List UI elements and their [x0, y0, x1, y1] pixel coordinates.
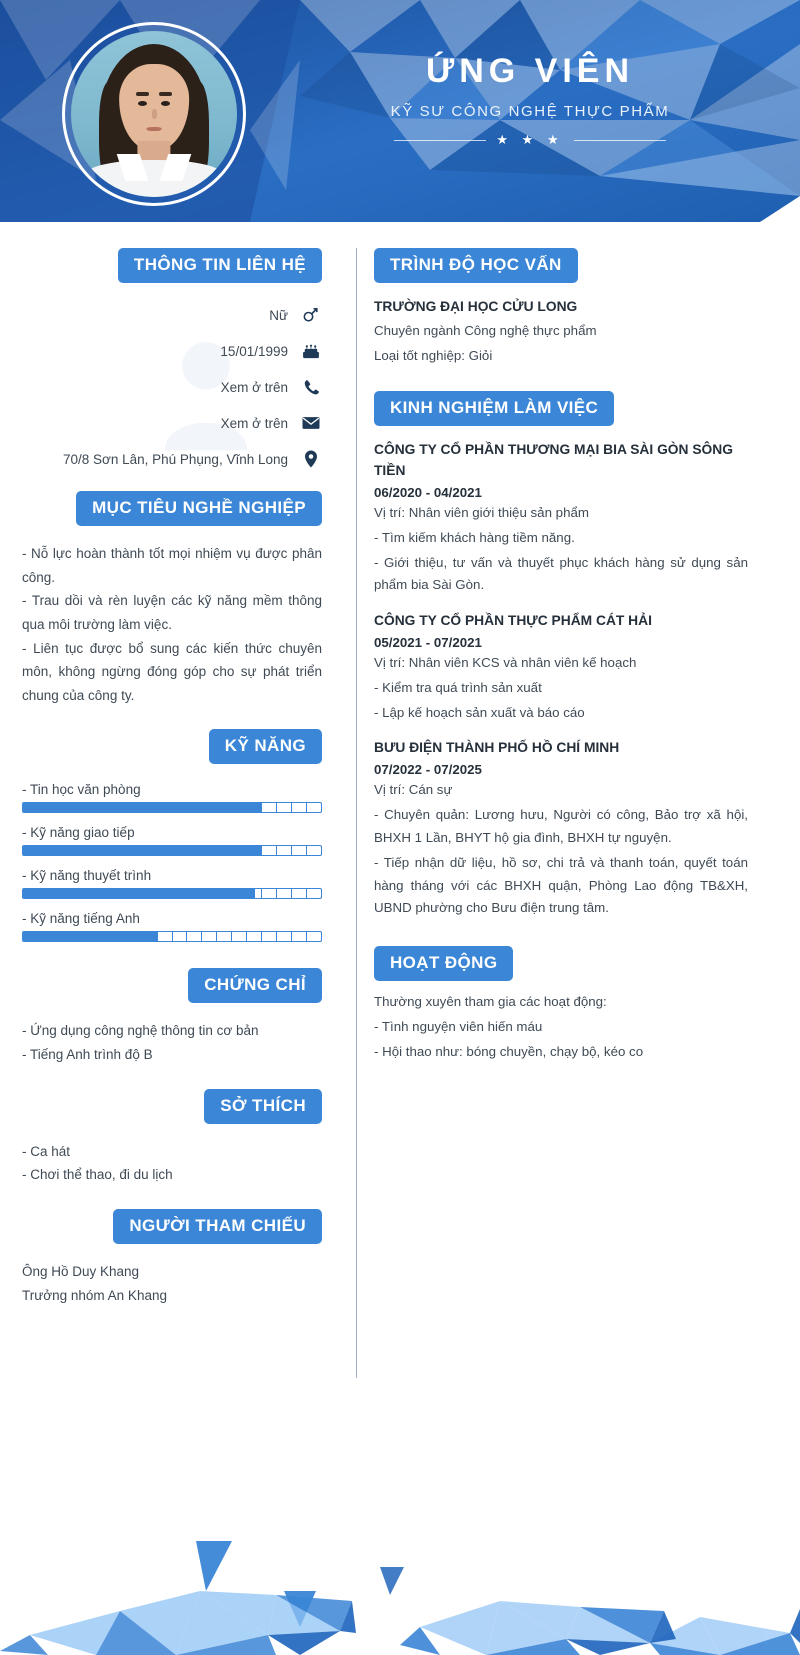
- skill-bar: [22, 845, 322, 856]
- experience-line: Vị trí: Cán sự: [374, 782, 453, 798]
- contact-heading-row: [0, 248, 344, 283]
- reference-text: [0, 1260, 344, 1307]
- column-divider: [356, 248, 357, 1378]
- skill-list: [0, 764, 344, 942]
- birthday-cake-icon: [300, 340, 322, 362]
- right-column: [374, 248, 774, 1066]
- divider-line-left: [394, 140, 486, 141]
- certificate-line: - Ứng dụng công nghệ thông tin cơ bản: [22, 1023, 259, 1039]
- contact-rows: [0, 283, 344, 477]
- contact-row: [22, 405, 322, 441]
- skill-bar-ticks: [23, 803, 321, 812]
- star-divider: [300, 132, 760, 148]
- skill-item: [22, 868, 322, 899]
- hobbies-heading-row: [0, 1089, 344, 1124]
- page-title: ỨNG VIÊN: [425, 52, 634, 90]
- contact-value-phone: Xem ở trên: [220, 379, 288, 395]
- avatar: [62, 22, 246, 206]
- skill-item: [22, 782, 322, 813]
- skill-bar: [22, 802, 322, 813]
- reference-heading-row: [0, 1209, 344, 1244]
- skill-label: - Tin học văn phòng: [22, 782, 141, 798]
- phone-icon: [300, 376, 322, 398]
- experience-company: BƯU ĐIỆN THÀNH PHỐ HỒ CHÍ MINH: [374, 740, 620, 756]
- experience-item: [374, 738, 748, 920]
- experience-line: - Kiểm tra quá trình sản xuất: [374, 679, 542, 695]
- experience-period: 05/2021 - 07/2021: [374, 634, 482, 650]
- education-line: Loại tốt nghiệp: Giỏi: [374, 347, 493, 363]
- experience-line: Vị trí: Nhân viên giới thiệu sản phẩm: [374, 504, 589, 520]
- objective-text: [0, 542, 344, 707]
- certificates-text: [0, 1019, 344, 1066]
- experience-heading-row: [374, 391, 774, 426]
- certificate-line: - Tiếng Anh trình độ B: [22, 1047, 153, 1062]
- experience-company: CÔNG TY CỔ PHẦN THƯƠNG MẠI BIA SÀI GÒN SÔNG TIỀN: [374, 442, 733, 479]
- skill-bar-ticks: [23, 932, 321, 941]
- education-body: [374, 297, 774, 367]
- activities-heading-row: [374, 946, 774, 981]
- section-heading-skills: KỸ NĂNG: [209, 729, 322, 764]
- education-heading-row: [374, 248, 774, 283]
- section-heading-activities: HOẠT ĐỘNG: [374, 946, 513, 981]
- gender-icon: [300, 304, 322, 326]
- skill-item: [22, 911, 322, 942]
- experience-line: - Chuyên quản: Lương hưu, Người có công, Bảo trợ xã hội, BHXH 1 Lần, BHYT hộ gia đình, BHXH tự nguyện.: [374, 807, 748, 845]
- section-hobbies: [0, 1089, 344, 1187]
- page-subtitle: KỸ SƯ CÔNG NGHỆ THỰC PHẨM: [390, 103, 670, 120]
- objective-heading-row: [0, 491, 344, 526]
- section-heading-experience: KINH NGHIỆM LÀM VIỆC: [374, 391, 614, 426]
- reference-line: Trưởng nhóm An Khang: [22, 1287, 167, 1303]
- section-heading-contact: THÔNG TIN LIÊN HỆ: [118, 248, 322, 283]
- footer-polygon-decoration: [0, 1395, 800, 1655]
- avatar-photo: [71, 31, 237, 197]
- experience-item: [374, 440, 748, 597]
- stars-glyph: ★ ★ ★: [496, 132, 564, 147]
- section-heading-certificates: CHỨNG CHỈ: [188, 968, 322, 1003]
- contact-row: [22, 369, 322, 405]
- experience-line: Vị trí: Nhân viên KCS và nhân viên kế hoạch: [374, 654, 637, 670]
- section-objective: [0, 491, 344, 707]
- contact-value-email: Xem ở trên: [220, 415, 288, 431]
- contact-value-gender: Nữ: [269, 307, 288, 323]
- skill-bar: [22, 931, 322, 942]
- hobbies-text: [0, 1140, 344, 1187]
- section-heading-hobbies: SỞ THÍCH: [204, 1089, 322, 1124]
- reference-line: Ông Hồ Duy Khang: [22, 1263, 140, 1279]
- contact-row: [22, 441, 322, 477]
- education-school: TRƯỜNG ĐẠI HỌC CỬU LONG: [374, 299, 578, 314]
- experience-line: - Tìm kiếm khách hàng tiềm năng.: [374, 529, 575, 545]
- section-experience: [374, 391, 774, 920]
- section-heading-reference: NGƯỜI THAM CHIẾU: [113, 1209, 322, 1244]
- experience-period: 07/2022 - 07/2025: [374, 762, 482, 778]
- experience-line: - Lập kế hoạch sản xuất và báo cáo: [374, 704, 585, 720]
- hobby-line: - Chơi thể thao, đi du lịch: [22, 1167, 173, 1183]
- activity-line: - Hội thao như: bóng chuyền, chạy bộ, kéo co: [374, 1044, 644, 1060]
- contact-value-address: 70/8 Sơn Lân, Phú Phụng, Vĩnh Long: [62, 451, 288, 467]
- skill-label: - Kỹ năng tiếng Anh: [22, 911, 140, 927]
- skill-bar: [22, 888, 322, 899]
- divider-line-right: [574, 140, 666, 141]
- experience-period: 06/2020 - 04/2021: [374, 484, 482, 500]
- header-banner: [0, 0, 800, 222]
- education-line: Chuyên ngành Công nghệ thực phẩm: [374, 322, 597, 338]
- section-activities: [374, 946, 774, 1064]
- experience-item: [374, 611, 748, 724]
- experience-line: - Giới thiệu, tư vấn và thuyết phục khách hàng sử dụng sản phẩm bia Sài Gòn.: [374, 554, 748, 593]
- left-column: [0, 248, 344, 1309]
- section-heading-objective: MỤC TIÊU NGHỀ NGHIỆP: [76, 491, 322, 526]
- skill-label: - Kỹ năng giao tiếp: [22, 825, 135, 841]
- section-skills: [0, 729, 344, 942]
- section-certificates: [0, 968, 344, 1066]
- experience-body: [374, 440, 774, 920]
- activities-body: [374, 981, 774, 1064]
- experience-line: - Tiếp nhận dữ liệu, hồ sơ, chi trả và thanh toán, quyết toán hàng tháng với các BHXH quận, Phòng Lao động TB&XH, UBND phường cho Bưu điện trung tâm.: [374, 854, 748, 916]
- activity-line: Thường xuyên tham gia các hoạt động:: [374, 994, 607, 1010]
- skill-bar-ticks: [23, 846, 321, 855]
- objective-line: - Liên tục được bổ sung các kiến thức chuyên môn, không ngừng đóng góp cho sự phát triển chung của công ty.: [22, 640, 322, 703]
- envelope-icon: [300, 412, 322, 434]
- section-education: [374, 248, 774, 367]
- section-heading-education: TRÌNH ĐỘ HỌC VẤN: [374, 248, 578, 283]
- contact-value-birthday: 15/01/1999: [220, 343, 288, 359]
- experience-company: CÔNG TY CỔ PHẦN THỰC PHẨM CÁT HẢI: [374, 613, 652, 629]
- map-pin-icon: [300, 448, 322, 470]
- section-contact: [0, 248, 344, 477]
- objective-line: - Nỗ lực hoàn thành tốt mọi nhiệm vụ được phân công.: [22, 546, 322, 585]
- contact-row: [22, 297, 322, 333]
- skill-item: [22, 825, 322, 856]
- objective-line: - Trau dồi và rèn luyện các kỹ năng mềm thông qua môi trường làm việc.: [22, 593, 322, 632]
- skills-heading-row: [0, 729, 344, 764]
- certificates-heading-row: [0, 968, 344, 1003]
- contact-row: [22, 333, 322, 369]
- section-reference: [0, 1209, 344, 1307]
- activity-line: - Tình nguyện viên hiến máu: [374, 1019, 543, 1035]
- skill-bar-ticks: [23, 889, 321, 898]
- hobby-line: - Ca hát: [22, 1143, 71, 1159]
- skill-label: - Kỹ năng thuyết trình: [22, 868, 152, 884]
